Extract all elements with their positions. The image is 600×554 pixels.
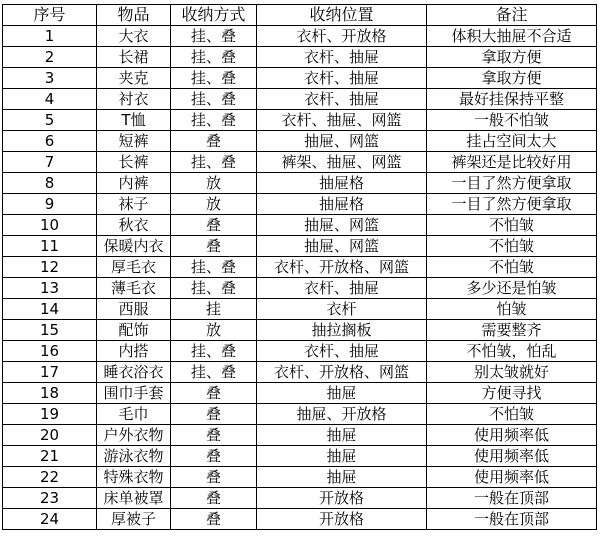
cell-index: 6 (3, 131, 97, 152)
cell-index: 15 (3, 320, 97, 341)
cell-note: 体积大抽屉不合适 (427, 26, 597, 47)
cell-location: 抽屉、网篮 (257, 215, 427, 236)
cell-location: 裤架、抽屉、网篮 (257, 152, 427, 173)
cell-item: T恤 (97, 110, 171, 131)
cell-index: 17 (3, 362, 97, 383)
header-index: 序号 (3, 5, 97, 26)
table-row (3, 215, 597, 236)
cell-note: 一般不怕皱 (427, 110, 597, 131)
cell-method: 叠 (171, 425, 257, 446)
cell-index: 2 (3, 47, 97, 68)
cell-location: 衣杆、开放格、网篮 (257, 362, 427, 383)
cell-item: 大衣 (97, 26, 171, 47)
cell-note: 使用频率低 (427, 446, 597, 467)
cell-location: 衣杆 (257, 299, 427, 320)
cell-location: 开放格 (257, 509, 427, 530)
cell-index: 4 (3, 89, 97, 110)
cell-index: 8 (3, 173, 97, 194)
cell-item: 夹克 (97, 68, 171, 89)
cell-location: 开放格 (257, 488, 427, 509)
cell-method: 挂、叠 (171, 362, 257, 383)
cell-method: 放 (171, 320, 257, 341)
cell-method: 叠 (171, 383, 257, 404)
cell-index: 20 (3, 425, 97, 446)
table-row (3, 131, 597, 152)
cell-method: 挂、叠 (171, 152, 257, 173)
cell-note: 一目了然方便拿取 (427, 194, 597, 215)
cell-index: 23 (3, 488, 97, 509)
cell-index: 3 (3, 68, 97, 89)
table-row (3, 68, 597, 89)
cell-location: 衣杆、抽屉 (257, 68, 427, 89)
cell-note: 拿取方便 (427, 47, 597, 68)
cell-method: 挂、叠 (171, 47, 257, 68)
cell-item: 睡衣浴衣 (97, 362, 171, 383)
table-row (3, 110, 597, 131)
table-row (3, 320, 597, 341)
cell-note: 一般在顶部 (427, 509, 597, 530)
table-row (3, 404, 597, 425)
cell-location: 抽屉、网篮 (257, 236, 427, 257)
cell-method: 叠 (171, 236, 257, 257)
table-row (3, 446, 597, 467)
table-row (3, 152, 597, 173)
cell-item: 衬衣 (97, 89, 171, 110)
cell-location: 衣杆、抽屉 (257, 89, 427, 110)
table-row (3, 257, 597, 278)
header-location: 收纳位置 (257, 5, 427, 26)
cell-index: 16 (3, 341, 97, 362)
table-row (3, 299, 597, 320)
cell-method: 挂、叠 (171, 278, 257, 299)
cell-method: 挂、叠 (171, 89, 257, 110)
cell-method: 叠 (171, 446, 257, 467)
cell-method: 叠 (171, 404, 257, 425)
cell-item: 游泳衣物 (97, 446, 171, 467)
cell-method: 挂、叠 (171, 257, 257, 278)
cell-location: 衣杆、开放格 (257, 26, 427, 47)
cell-item: 薄毛衣 (97, 278, 171, 299)
cell-item: 毛巾 (97, 404, 171, 425)
table-row (3, 173, 597, 194)
cell-note: 怕皱 (427, 299, 597, 320)
cell-location: 抽屉 (257, 467, 427, 488)
cell-note: 多少还是怕皱 (427, 278, 597, 299)
table-row (3, 47, 597, 68)
cell-location: 抽屉格 (257, 173, 427, 194)
cell-item: 长裙 (97, 47, 171, 68)
cell-note: 拿取方便 (427, 68, 597, 89)
cell-note: 不怕皱 (427, 404, 597, 425)
cell-note: 不怕皱 (427, 257, 597, 278)
cell-note: 不怕皱，怕乱 (427, 341, 597, 362)
cell-index: 18 (3, 383, 97, 404)
cell-index: 24 (3, 509, 97, 530)
cell-note: 使用频率低 (427, 425, 597, 446)
cell-index: 19 (3, 404, 97, 425)
cell-note: 不怕皱 (427, 236, 597, 257)
cell-item: 床单被罩 (97, 488, 171, 509)
cell-item: 厚被子 (97, 509, 171, 530)
header-row (3, 5, 597, 26)
cell-note: 一目了然方便拿取 (427, 173, 597, 194)
cell-index: 12 (3, 257, 97, 278)
cell-location: 抽屉、开放格 (257, 404, 427, 425)
cell-method: 挂 (171, 299, 257, 320)
cell-method: 叠 (171, 215, 257, 236)
header-note: 备注 (427, 5, 597, 26)
cell-item: 户外衣物 (97, 425, 171, 446)
table-row (3, 236, 597, 257)
cell-location: 抽屉 (257, 446, 427, 467)
cell-note: 挂占空间太大 (427, 131, 597, 152)
storage-table (2, 4, 597, 530)
table-row (3, 362, 597, 383)
cell-location: 抽屉格 (257, 194, 427, 215)
cell-index: 22 (3, 467, 97, 488)
cell-item: 围巾手套 (97, 383, 171, 404)
cell-index: 13 (3, 278, 97, 299)
cell-item: 西服 (97, 299, 171, 320)
table-body (3, 26, 597, 530)
cell-item: 短裤 (97, 131, 171, 152)
cell-item: 特殊衣物 (97, 467, 171, 488)
cell-note: 使用频率低 (427, 467, 597, 488)
table-row (3, 467, 597, 488)
cell-index: 5 (3, 110, 97, 131)
cell-index: 1 (3, 26, 97, 47)
cell-location: 衣杆、抽屉 (257, 47, 427, 68)
cell-note: 裤架还是比较好用 (427, 152, 597, 173)
cell-item: 内裤 (97, 173, 171, 194)
cell-method: 叠 (171, 467, 257, 488)
cell-method: 挂、叠 (171, 110, 257, 131)
table-row (3, 488, 597, 509)
table-row (3, 194, 597, 215)
table-row (3, 341, 597, 362)
cell-location: 衣杆、抽屉 (257, 278, 427, 299)
cell-item: 厚毛衣 (97, 257, 171, 278)
cell-note: 方便寻找 (427, 383, 597, 404)
cell-method: 叠 (171, 131, 257, 152)
table-row (3, 509, 597, 530)
cell-index: 14 (3, 299, 97, 320)
cell-method: 放 (171, 173, 257, 194)
cell-location: 衣杆、抽屉、网篮 (257, 110, 427, 131)
cell-location: 抽屉 (257, 425, 427, 446)
cell-location: 抽拉搁板 (257, 320, 427, 341)
cell-method: 挂、叠 (171, 341, 257, 362)
cell-index: 11 (3, 236, 97, 257)
header-item: 物品 (97, 5, 171, 26)
table-row (3, 89, 597, 110)
table-row (3, 425, 597, 446)
cell-note: 一般在顶部 (427, 488, 597, 509)
cell-method: 叠 (171, 488, 257, 509)
cell-location: 衣杆、抽屉 (257, 341, 427, 362)
cell-method: 挂、叠 (171, 26, 257, 47)
cell-item: 秋衣 (97, 215, 171, 236)
cell-item: 袜子 (97, 194, 171, 215)
cell-method: 叠 (171, 509, 257, 530)
cell-item: 长裤 (97, 152, 171, 173)
cell-index: 7 (3, 152, 97, 173)
cell-location: 抽屉 (257, 383, 427, 404)
cell-note: 别太皱就好 (427, 362, 597, 383)
cell-note: 最好挂保持平整 (427, 89, 597, 110)
cell-item: 内搭 (97, 341, 171, 362)
cell-item: 配饰 (97, 320, 171, 341)
table-row (3, 383, 597, 404)
table-row (3, 26, 597, 47)
cell-index: 10 (3, 215, 97, 236)
cell-item: 保暖内衣 (97, 236, 171, 257)
cell-index: 21 (3, 446, 97, 467)
cell-location: 衣杆、开放格、网篮 (257, 257, 427, 278)
cell-note: 需要整齐 (427, 320, 597, 341)
cell-location: 抽屉、网篮 (257, 131, 427, 152)
header-method: 收纳方式 (171, 5, 257, 26)
cell-method: 放 (171, 194, 257, 215)
table-row (3, 278, 597, 299)
cell-index: 9 (3, 194, 97, 215)
cell-method: 挂、叠 (171, 68, 257, 89)
cell-note: 不怕皱 (427, 215, 597, 236)
